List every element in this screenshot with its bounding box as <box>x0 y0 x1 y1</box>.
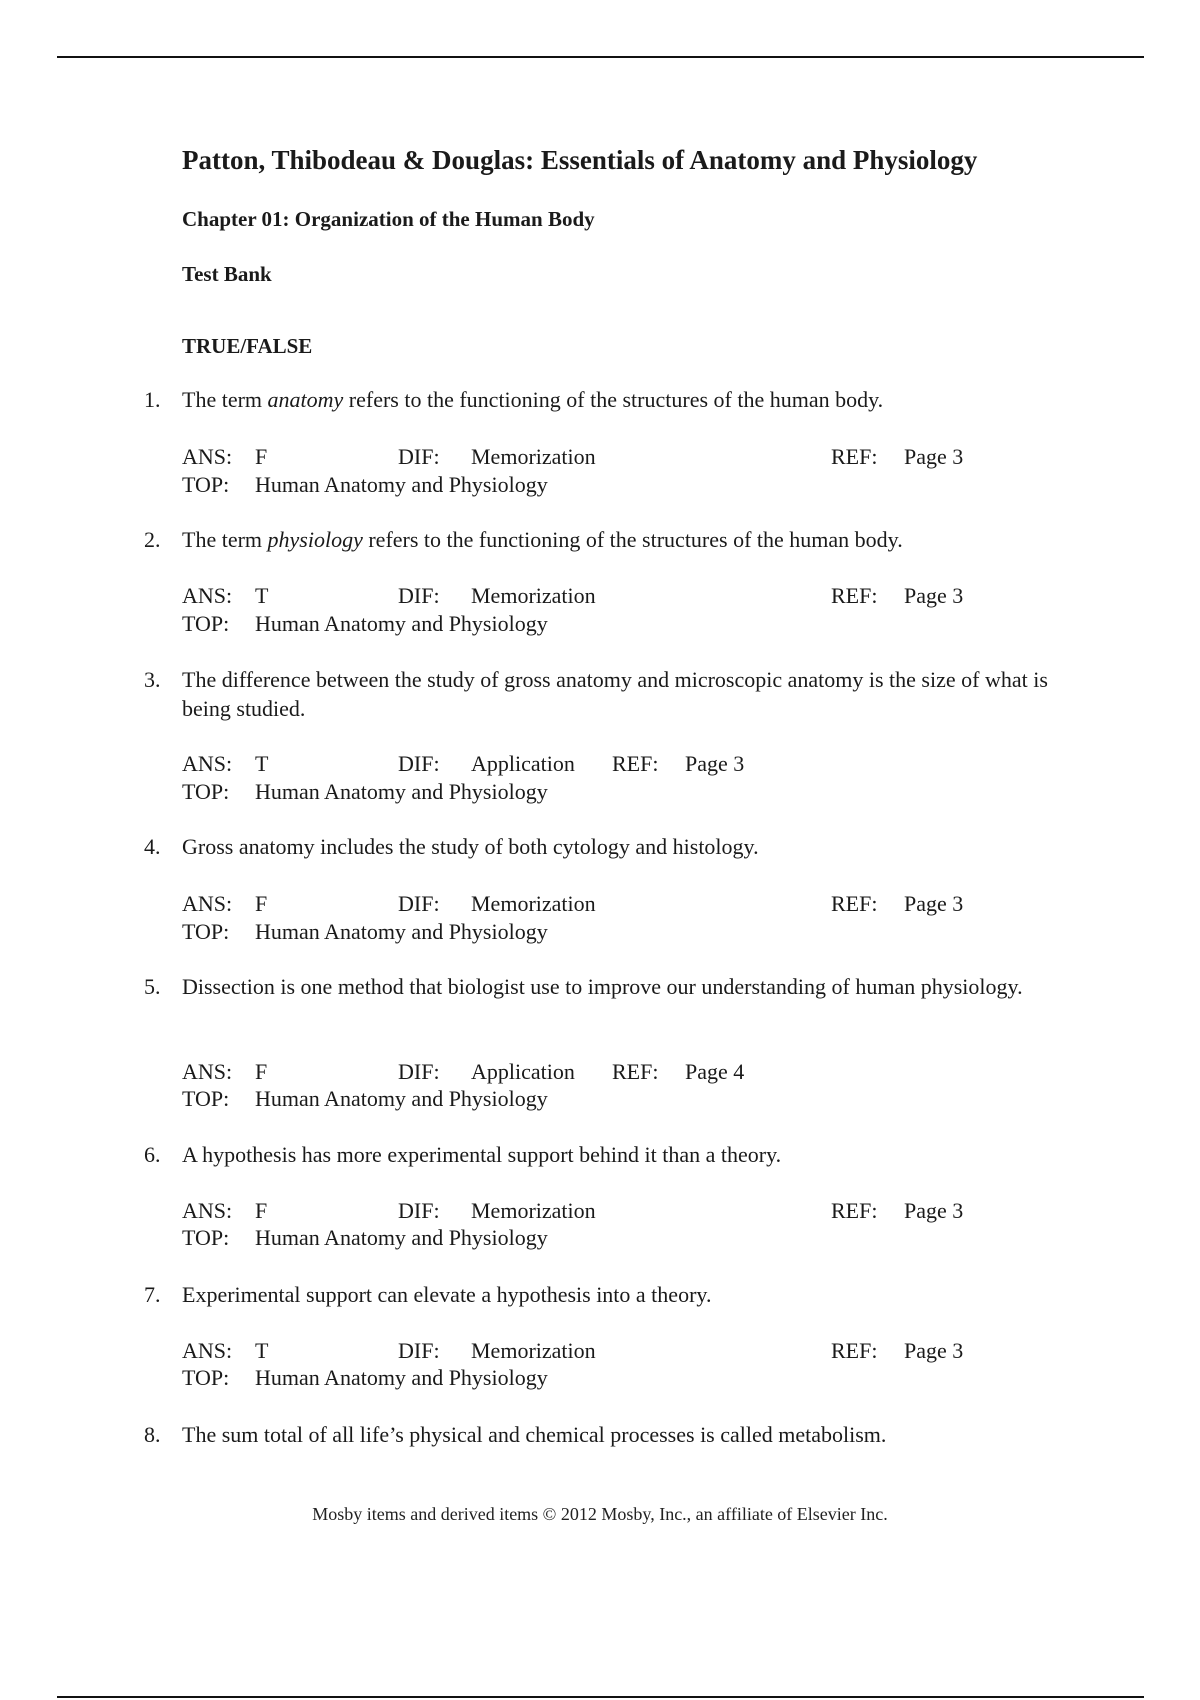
top-label: TOP: <box>182 919 230 944</box>
chapter-title: Chapter 01: Organization of the Human Body <box>182 207 595 231</box>
ref-label: REF: <box>612 1059 659 1084</box>
difficulty-value: Memorization <box>471 1198 596 1223</box>
question-text-part: The term <box>182 527 268 552</box>
top-label: TOP: <box>182 472 230 497</box>
reference-value: Page 3 <box>904 1338 964 1363</box>
difficulty-value: Application <box>471 751 575 776</box>
difficulty-value: Memorization <box>471 583 596 608</box>
reference-value: Page 3 <box>904 444 964 469</box>
ans-label: ANS: <box>182 583 233 608</box>
answer-value: F <box>255 444 268 469</box>
question-number: 6. <box>144 1142 161 1167</box>
topic-value: Human Anatomy and Physiology <box>255 919 548 944</box>
top-label: TOP: <box>182 779 230 804</box>
ans-label: ANS: <box>182 1059 233 1084</box>
ans-label: ANS: <box>182 1198 233 1223</box>
ans-label: ANS: <box>182 444 233 469</box>
ref-label: REF: <box>831 891 878 916</box>
ans-label: ANS: <box>182 891 233 916</box>
question-number: 4. <box>144 834 161 859</box>
reference-value: Page 3 <box>685 751 745 776</box>
ans-label: ANS: <box>182 751 233 776</box>
topic-value: Human Anatomy and Physiology <box>255 1225 548 1250</box>
topic-value: Human Anatomy and Physiology <box>255 472 548 497</box>
question-text-part: refers to the functioning of the structures of the human body. <box>362 527 903 552</box>
difficulty-value: Memorization <box>471 1338 596 1363</box>
ref-label: REF: <box>831 444 878 469</box>
question-text: The sum total of all life’s physical and chemical processes is called metabolism. <box>182 1422 887 1447</box>
dif-label: DIF: <box>398 1059 440 1084</box>
question-number: 5. <box>144 974 161 999</box>
question-number: 8. <box>144 1422 161 1447</box>
ans-label: ANS: <box>182 1338 233 1363</box>
ref-label: REF: <box>831 583 878 608</box>
reference-value: Page 3 <box>904 583 964 608</box>
answer-value: F <box>255 891 268 916</box>
topic-value: Human Anatomy and Physiology <box>255 779 548 804</box>
dif-label: DIF: <box>398 1338 440 1363</box>
reference-value: Page 3 <box>904 891 964 916</box>
answer-value: F <box>255 1059 268 1084</box>
dif-label: DIF: <box>398 583 440 608</box>
dif-label: DIF: <box>398 444 440 469</box>
reference-value: Page 4 <box>685 1059 745 1084</box>
ref-label: REF: <box>831 1338 878 1363</box>
question-text: Dissection is one method that biologist use to improve our understanding of human physiology. <box>182 974 1023 999</box>
dif-label: DIF: <box>398 751 440 776</box>
bottom-rule <box>57 1696 1144 1698</box>
answer-value: T <box>255 583 269 608</box>
top-label: TOP: <box>182 1365 230 1390</box>
question-text: A hypothesis has more experimental support behind it than a theory. <box>182 1142 782 1167</box>
question-number: 2. <box>144 527 161 552</box>
question-number: 3. <box>144 667 161 692</box>
question-number: 7. <box>144 1282 161 1307</box>
question-text: Experimental support can elevate a hypothesis into a theory. <box>182 1282 712 1307</box>
question-text <box>182 385 1062 414</box>
difficulty-value: Memorization <box>471 891 596 916</box>
section-heading: TRUE/FALSE <box>182 334 313 358</box>
topic-value: Human Anatomy and Physiology <box>255 611 548 636</box>
question-term: physiology <box>267 527 363 552</box>
reference-value: Page 3 <box>904 1198 964 1223</box>
top-label: TOP: <box>182 1086 230 1111</box>
dif-label: DIF: <box>398 891 440 916</box>
copyright-footer: Mosby items and derived items © 2012 Mosby, Inc., an affiliate of Elsevier Inc. <box>312 1504 888 1524</box>
document-title: Patton, Thibodeau & Douglas: Essentials of Anatomy and Physiology <box>182 145 978 175</box>
question-number: 1. <box>144 387 161 412</box>
ref-label: REF: <box>831 1198 878 1223</box>
top-label: TOP: <box>182 1225 230 1250</box>
question-text: Gross anatomy includes the study of both cytology and histology. <box>182 834 759 859</box>
question-text <box>182 525 1062 554</box>
test-bank-label: Test Bank <box>182 262 272 286</box>
answer-value: T <box>255 751 269 776</box>
difficulty-value: Memorization <box>471 444 596 469</box>
top-rule <box>57 56 1144 58</box>
topic-value: Human Anatomy and Physiology <box>255 1086 548 1111</box>
answer-value: F <box>255 1198 268 1223</box>
answer-value: T <box>255 1338 269 1363</box>
question-term: anatomy <box>267 387 344 412</box>
topic-value: Human Anatomy and Physiology <box>255 1365 548 1390</box>
ref-label: REF: <box>612 751 659 776</box>
question-text-part: refers to the functioning of the structures of the human body. <box>343 387 884 412</box>
question-text-part: The term <box>182 387 268 412</box>
difficulty-value: Application <box>471 1059 575 1084</box>
dif-label: DIF: <box>398 1198 440 1223</box>
question-text: The difference between the study of gross anatomy and microscopic anatomy is the size of what is being studied. <box>182 667 1048 721</box>
top-label: TOP: <box>182 611 230 636</box>
